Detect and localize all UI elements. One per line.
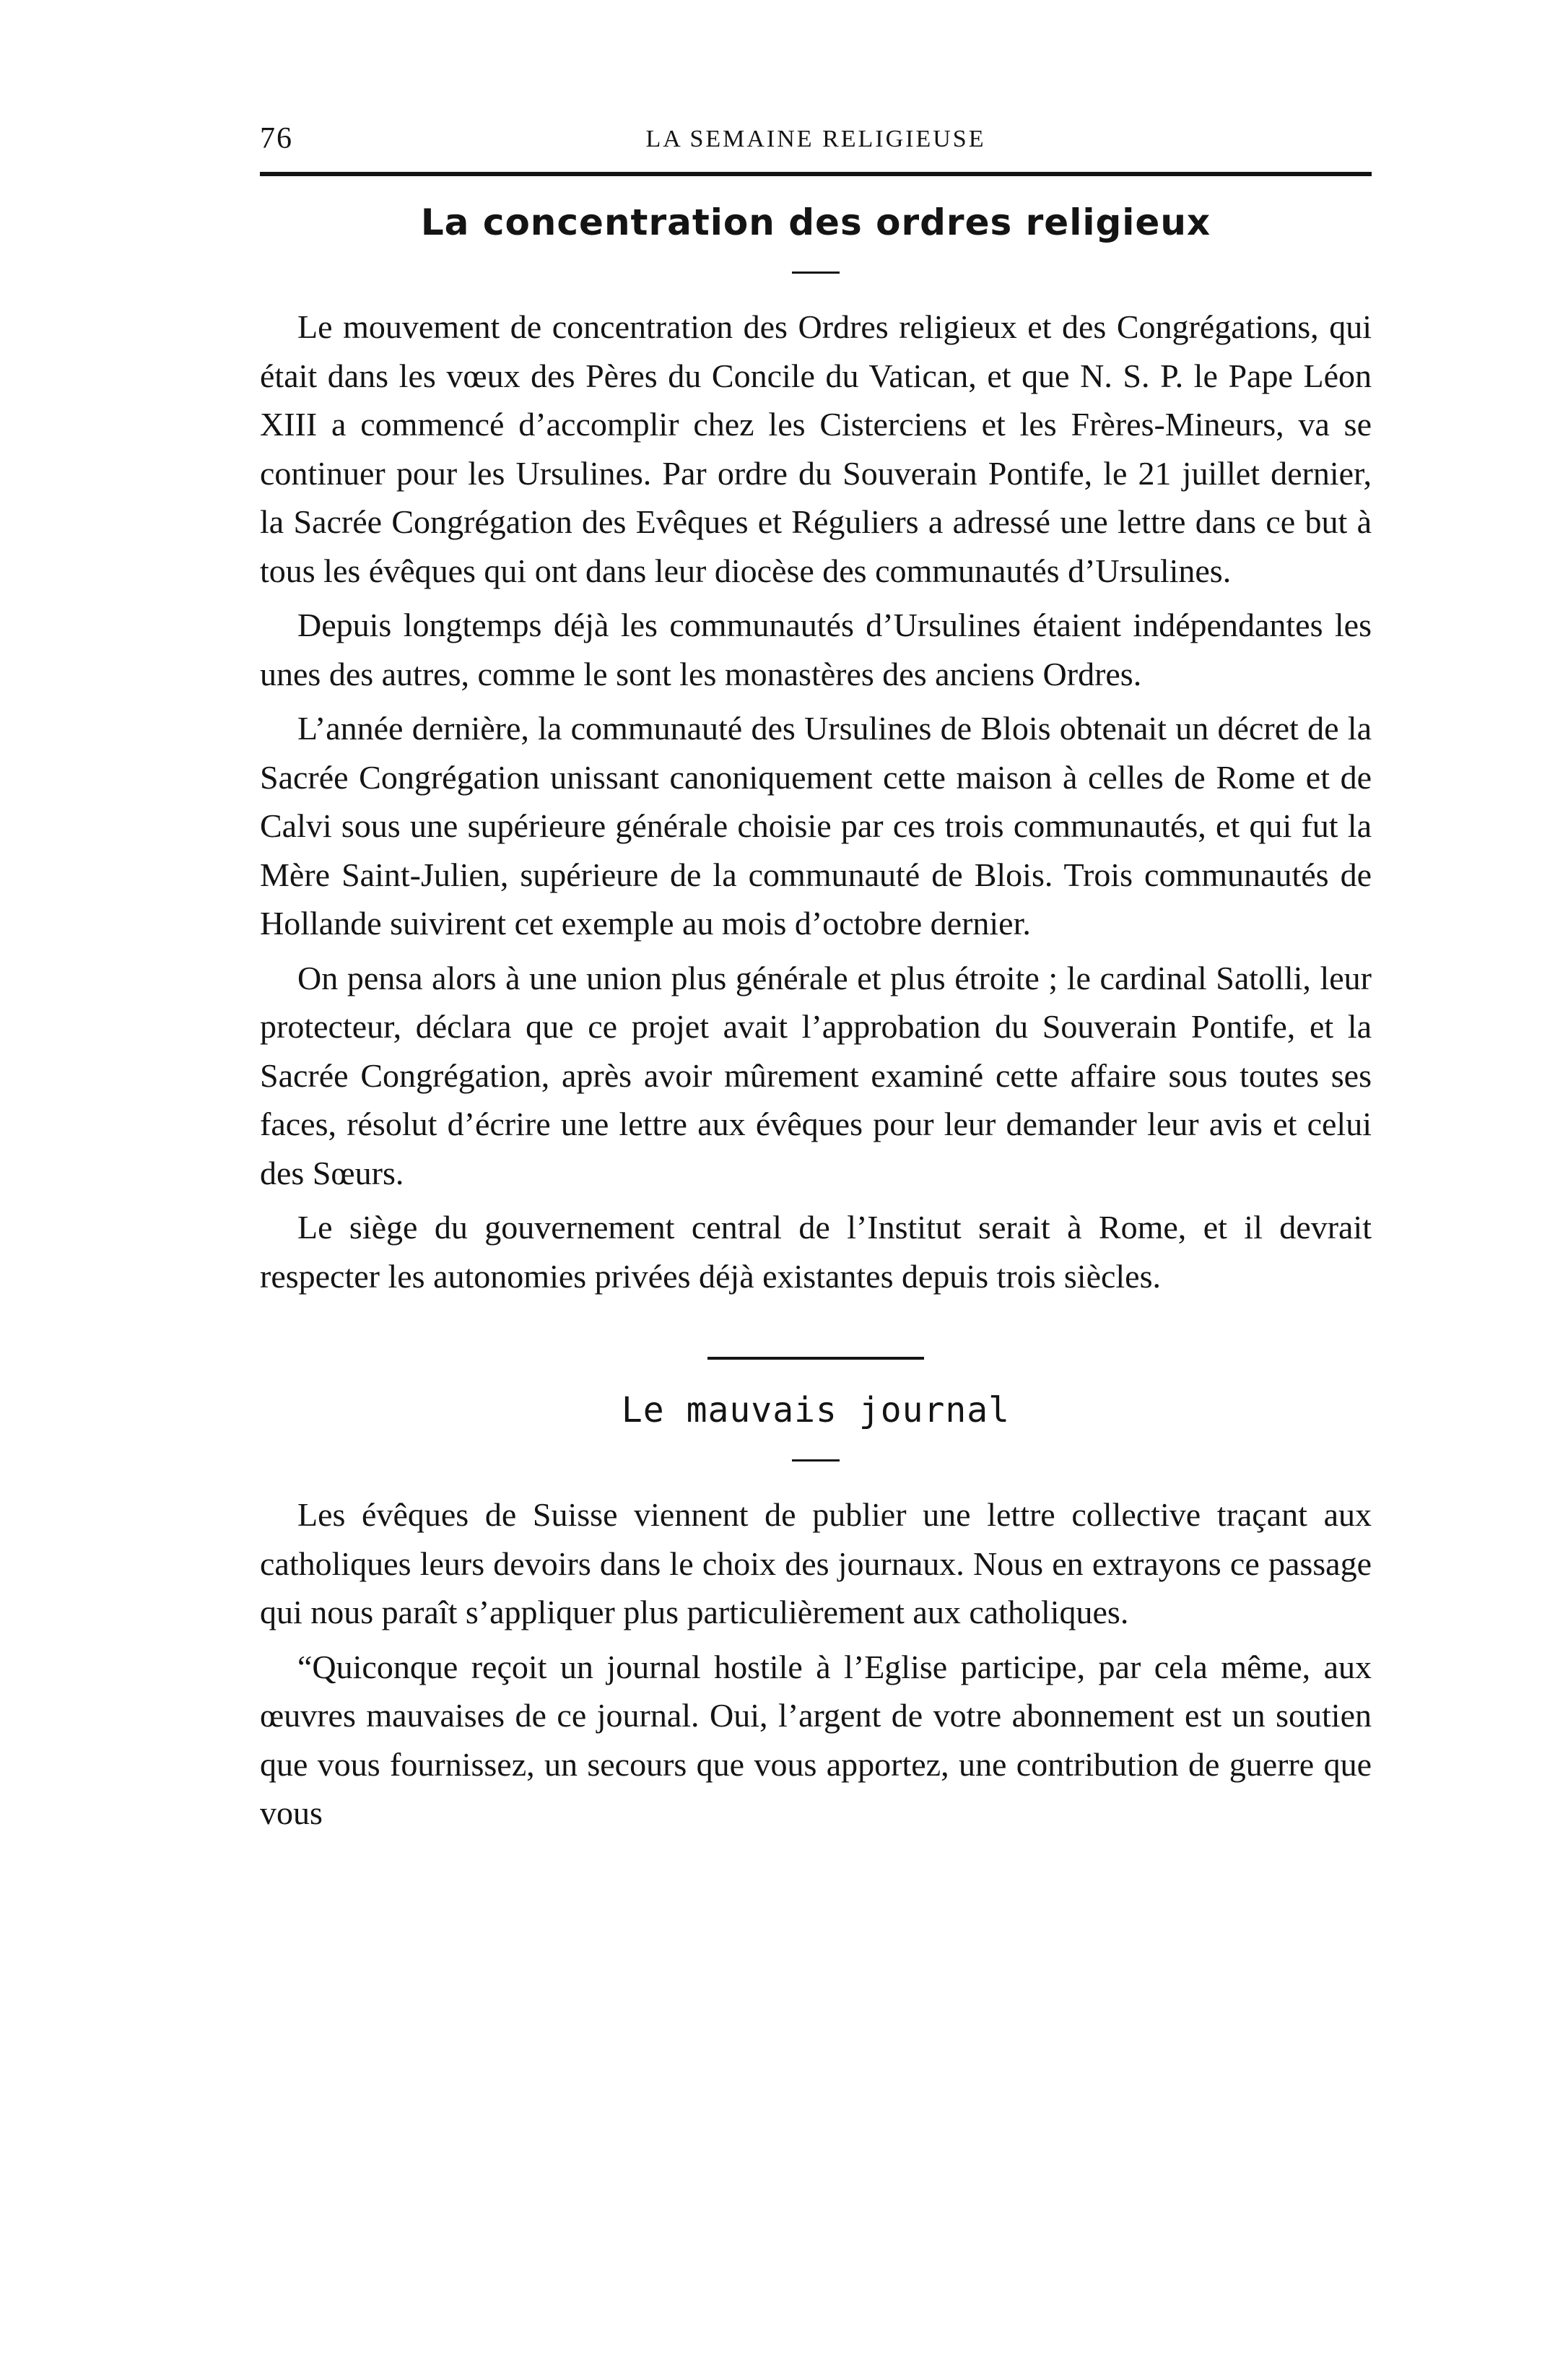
section-divider [707,1357,924,1360]
article-title-mauvais-journal: Le mauvais journal [621,1390,1011,1430]
page-number: 76 [260,122,293,155]
paragraph: Depuis longtemps déjà les communautés d’Ursulines étaient indépendantes les unes des autres, comme le sont les monastères des anciens Ordres. [260,607,1372,692]
paragraph: “Quiconque reçoit un journal hostile à l’Eglise participe, par cela même, aux œuvres mauvaises de ce journal. Oui, l’argent de votre abonnement est un soutien que vous fournissez, un secours que vous apportez, une contribution de guerre que vous [260,1648,1372,1831]
title-dash [792,272,840,274]
title-dash [792,1459,840,1462]
header-rule [260,172,1372,176]
paragraph: L’année dernière, la communauté des Ursulines de Blois obtenait un décret de la Sacrée Congrégation unissant canoniquement cette maison à celles de Rome et de Calvi sous une supérieure générale choisie par ces trois communautés, et qui fut la Mère Saint-Julien, supérieure de la communauté de Blois. Trois communautés de Hollande suivirent cet exemple au mois d’octobre dernier. [260,710,1372,942]
running-head [260,116,1372,162]
paragraph: Le siège du gouvernement central de l’Institut serait à Rome, et il devrait respecter les autonomies privées déjà existantes depuis trois siècles. [260,1209,1372,1295]
paragraph: Les évêques de Suisse viennent de publier une lettre collective traçant aux catholiques leurs devoirs dans le choix des journaux. Nous en extrayons ce passage qui nous paraît s’appliquer plus particulièrement aux catholiques. [260,1496,1372,1630]
article-title-concentration: La concentration des ordres religieux [420,201,1211,243]
paragraph: Le mouvement de concentration des Ordres religieux et des Congrégations, qui était dans les vœux des Pères du Concile du Vatican, et que N. S. P. le Pape Léon XIII a commencé d’accomplir chez les Cisterciens et les Frères-Mineurs, va se continuer pour les Ursulines. Par ordre du Souverain Pontife, le 21 juillet dernier, la Sacrée Congrégation des Evêques et Réguliers a adressé une lettre dans ce but à tous les évêques qui ont dans leur diocèse des communautés d’Ursulines. [260,308,1372,589]
running-title: LA SEMAINE RELIGIEUSE [645,126,986,152]
page [260,116,1372,1843]
paragraph: On pensa alors à une union plus générale et plus étroite ; le cardinal Satolli, leur protecteur, déclara que ce projet avait l’approbation du Souverain Pontife, et la Sacrée Congrégation, après avoir mûrement examiné cette affaire sous toutes ses faces, résolut d’écrire une lettre aux évêques pour leur demander leur avis et celui des Sœurs. [260,959,1372,1191]
